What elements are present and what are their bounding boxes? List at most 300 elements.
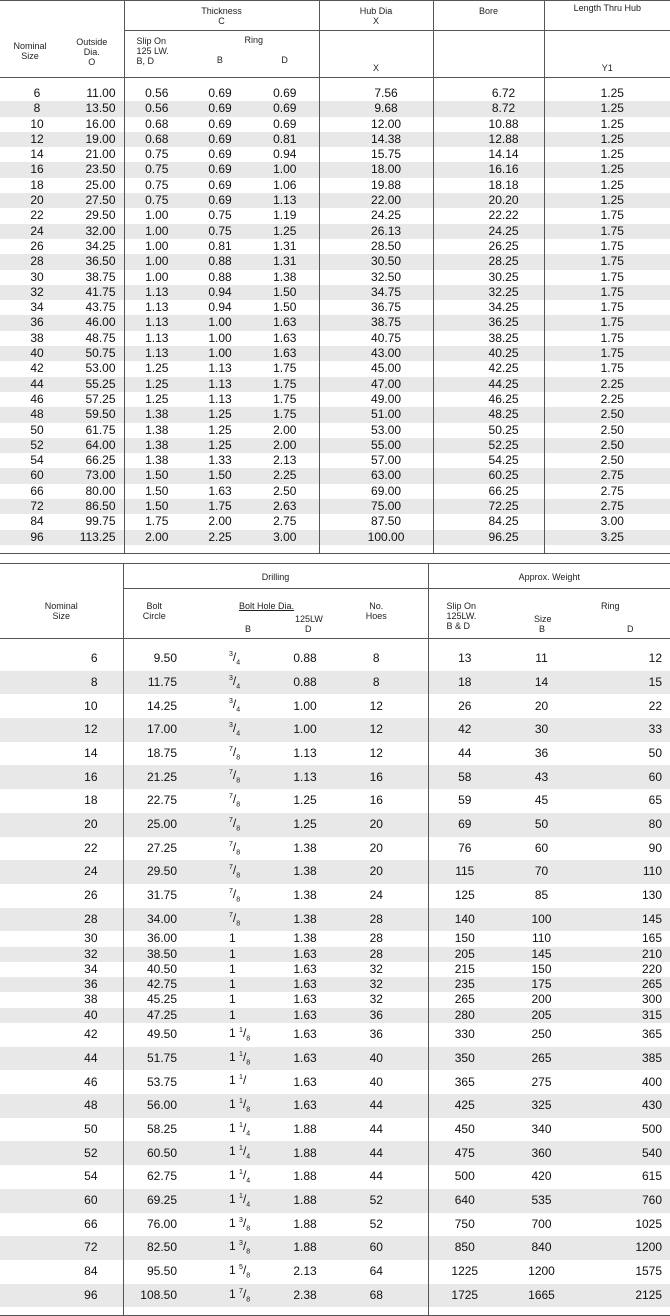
- table-cell: 22.22: [433, 208, 544, 223]
- flange-drilling-weight-table: [0, 563, 670, 1316]
- bolt-hole-numerator: 1: [239, 1169, 243, 1177]
- table-cell: 1.13: [124, 346, 189, 361]
- table-row: [0, 671, 670, 695]
- weight-slip-on-header: Slip On 125LW. B & D: [428, 589, 499, 639]
- hub-dia-header: Hub Dia X: [319, 1, 433, 31]
- table-cell: [499, 962, 574, 977]
- table-cell: [0, 1189, 123, 1213]
- table-cell: 1.38: [124, 453, 189, 468]
- table-cell: 8: [0, 101, 60, 116]
- weight-ring-d: 365: [641, 1027, 663, 1042]
- table-cell: [428, 992, 499, 1007]
- table-cell: 84: [30, 514, 44, 529]
- weight-slip-on: 59: [458, 793, 472, 808]
- table-cell: [0, 884, 123, 908]
- table-cell: [428, 837, 499, 861]
- table-cell: 1.13: [251, 193, 319, 208]
- table-cell: 1.75: [544, 208, 670, 223]
- table-cell: 84.25: [433, 514, 544, 529]
- bolt-hole-whole: 1: [229, 1007, 236, 1022]
- table-cell: 50.75: [60, 346, 124, 361]
- table-cell: 0.75: [189, 224, 251, 239]
- table-row: [0, 392, 670, 407]
- table-cell: [123, 1094, 185, 1118]
- bolt-circle: 36.00: [146, 931, 177, 946]
- bolt-hole-b-cell: $^7/_8$: [185, 765, 245, 789]
- nominal-size: 34: [84, 961, 98, 976]
- bolt-hole-b-cell: $^7/_8$: [185, 813, 245, 837]
- bolt-hole-numerator: 1: [239, 1027, 243, 1035]
- table-cell: [428, 1165, 499, 1189]
- nominal-size-header-2: Nominal Size: [0, 589, 123, 639]
- table-cell: 1.38: [124, 438, 189, 453]
- no-holes: 20: [369, 817, 383, 831]
- table-cell: 0.69: [189, 101, 251, 116]
- table-cell: 0.69: [208, 177, 232, 192]
- weight-ring-b: 60: [534, 840, 549, 855]
- table-cell: 87.50: [319, 514, 433, 529]
- weight-ring-b: 145: [531, 946, 552, 961]
- nominal-size: 10: [84, 698, 98, 713]
- table-row: [0, 423, 670, 438]
- weight-ring-d: 430: [641, 1098, 663, 1113]
- bolt-hole-b-cell: 1 $^3/_8$: [229, 1215, 251, 1232]
- bolt-hole-numerator: 5: [239, 1263, 243, 1271]
- bolt-circle: 21.25: [146, 769, 177, 784]
- bolt-hole-whole: 1: [229, 1191, 236, 1206]
- table-cell: [245, 1047, 325, 1071]
- table-cell: 29.50: [85, 208, 116, 223]
- table-cell: [428, 908, 499, 932]
- bolt-hole-whole: 1: [229, 1144, 236, 1159]
- table-cell: 75.00: [319, 499, 433, 514]
- bolt-circle: 27.25: [146, 840, 177, 855]
- table-cell: [245, 962, 325, 977]
- table-cell: [0, 947, 123, 962]
- table-cell: 113.25: [60, 530, 124, 545]
- table-cell: 1.75: [544, 239, 670, 254]
- bolt-hole-numerator: 3: [229, 722, 233, 730]
- table-cell: [574, 1213, 670, 1237]
- bolt-circle: 62.75: [146, 1169, 177, 1184]
- table-cell: [325, 1047, 428, 1071]
- bolt-circle: 47.25: [146, 1007, 177, 1022]
- nominal-size: 36: [84, 977, 98, 992]
- table-cell: 72.25: [433, 499, 544, 514]
- bolt-hole-denominator: 4: [246, 1201, 251, 1209]
- hub-x-header: X: [319, 31, 433, 78]
- bolt-hole-numerator: 3: [229, 698, 233, 706]
- nominal-size: 14: [84, 745, 98, 760]
- table-cell: [123, 1070, 185, 1094]
- table-cell: 24.25: [319, 208, 433, 223]
- table-cell: [325, 947, 428, 962]
- bolt-hole-numerator: 7: [229, 840, 233, 848]
- table-cell: 1.25: [544, 178, 670, 193]
- bolt-hole-denominator: 8: [236, 801, 241, 809]
- bolt-hole-denominator: 8: [236, 777, 241, 785]
- weight-ring-d: 80: [648, 817, 663, 831]
- table-cell: [245, 1236, 325, 1260]
- bolt-hole-b-cell: [185, 931, 245, 946]
- no-holes: 8: [372, 651, 380, 666]
- bolt-circle: 82.50: [146, 1240, 177, 1255]
- bolt-hole-denominator: 4: [246, 1153, 251, 1161]
- table-cell: 2.00: [273, 422, 297, 437]
- table-row: [0, 718, 670, 742]
- table-cell: 0.69: [208, 116, 232, 131]
- table-cell: [325, 789, 428, 813]
- bolt-hole-d: 1.63: [293, 1050, 317, 1065]
- table-cell: [499, 1070, 574, 1094]
- table-row: [0, 1070, 670, 1094]
- table-cell: [123, 789, 185, 813]
- weight-ring-b: 14: [534, 674, 549, 689]
- table-cell: [245, 1165, 325, 1189]
- bolt-hole-d: 1.88: [293, 1145, 317, 1160]
- table-row: [0, 908, 670, 932]
- table-cell: 1.50: [273, 300, 297, 315]
- bolt-hole-b-cell: $^7/_8$: [229, 886, 241, 904]
- table-cell: [428, 1118, 499, 1142]
- table-cell: 25.00: [85, 177, 116, 192]
- slip-on-header: Slip On 125 LW. B, D: [124, 31, 189, 78]
- table-cell: 1.13: [208, 391, 232, 406]
- bolt-hole-d: 1.63: [293, 977, 317, 992]
- table-cell: [325, 1094, 428, 1118]
- table-cell: [499, 992, 574, 1007]
- table-cell: [574, 1118, 670, 1142]
- table-cell: 0.94: [273, 147, 297, 162]
- bolt-hole-whole: 1: [229, 1168, 236, 1183]
- bolt-hole-denominator: 4: [236, 683, 241, 691]
- table-cell: 26.25: [433, 239, 544, 254]
- bolt-hole-whole: 1: [229, 977, 236, 992]
- table-cell: 53.00: [85, 361, 116, 376]
- table-cell: 22: [30, 208, 44, 223]
- table-cell: 38.75: [85, 269, 116, 284]
- table-cell: [574, 1284, 670, 1308]
- table-cell: 0.81: [208, 238, 232, 253]
- table-cell: [428, 860, 499, 884]
- no-holes: 12: [369, 698, 383, 713]
- weight-slip-on: 235: [454, 977, 475, 992]
- bolt-hole-d: 0.88: [293, 651, 317, 666]
- table-cell: [574, 884, 670, 908]
- bolt-hole-numerator: 3: [229, 674, 233, 682]
- no-holes: 36: [369, 1027, 383, 1042]
- table-cell: [245, 671, 325, 695]
- table-cell: [0, 1008, 123, 1023]
- table-cell: 52.25: [433, 438, 544, 453]
- bolt-hole-b-cell: 1 $^3/_8$: [185, 1236, 245, 1260]
- table-cell: 9.68: [319, 101, 433, 116]
- bolt-hole-numerator: 7: [229, 745, 233, 753]
- nominal-size: 44: [84, 1050, 98, 1065]
- weight-slip-on: 450: [454, 1121, 475, 1136]
- weight-ring-b: 700: [531, 1216, 552, 1231]
- bolt-hole-b-cell: $^3/_4$: [185, 718, 245, 742]
- weight-slip-on: 125: [454, 888, 475, 903]
- weight-ring-d: 220: [641, 961, 663, 976]
- table-cell: 1.25: [124, 377, 189, 392]
- table-cell: [428, 694, 499, 718]
- table-cell: 1.75: [273, 361, 297, 376]
- bolt-hole-denominator: 8: [246, 1106, 251, 1114]
- table-cell: 36.25: [433, 315, 544, 330]
- bolt-hole-b-cell: 1 $^5/_8$: [229, 1262, 251, 1280]
- bolt-hole-b-cell: 1 $^7/_8$: [185, 1284, 245, 1308]
- bolt-hole-b-cell: $^3/_4$: [229, 697, 241, 714]
- table-cell: [325, 884, 428, 908]
- table-cell: 19.00: [60, 132, 124, 147]
- table-cell: 1.25: [544, 101, 670, 116]
- weight-slip-on: 330: [454, 1027, 475, 1042]
- table-cell: 1.00: [124, 208, 189, 223]
- nominal-size: 50: [84, 1121, 98, 1136]
- table-cell: [574, 1165, 670, 1189]
- no-holes: 52: [369, 1193, 383, 1208]
- table-cell: [499, 1047, 574, 1071]
- nominal-size: 96: [84, 1287, 98, 1302]
- table-cell: [574, 1189, 670, 1213]
- table-row: [0, 813, 670, 837]
- bolt-hole-d: 1.38: [293, 931, 317, 946]
- nominal-size: 16: [84, 769, 98, 784]
- table-cell: 46.00: [60, 315, 124, 330]
- table-cell: 12.00: [319, 117, 433, 132]
- table-cell: 1.00: [189, 346, 251, 361]
- table-cell: [428, 1141, 499, 1165]
- table-cell: [499, 647, 574, 671]
- table-cell: 44.25: [433, 377, 544, 392]
- table-row: [0, 438, 670, 453]
- bolt-hole-d: 1.88: [293, 1216, 317, 1231]
- weight-ring-d: 1575: [635, 1264, 663, 1279]
- table-cell: 50: [30, 422, 44, 437]
- nominal-size: 24: [84, 864, 98, 879]
- table-cell: 1.50: [124, 468, 189, 483]
- table-cell: 34.25: [433, 300, 544, 315]
- bolt-hole-b-cell: [185, 977, 245, 992]
- table-row: [0, 1094, 670, 1118]
- table-cell: [574, 813, 670, 837]
- bolt-hole-b-cell: $^7/_8$: [229, 792, 241, 809]
- bolt-circle: 40.50: [146, 961, 177, 976]
- table-row: [0, 530, 670, 545]
- table-cell: 44: [0, 377, 60, 392]
- table-cell: 0.81: [251, 132, 319, 147]
- table-cell: 34.75: [319, 285, 433, 300]
- table-cell: [245, 1260, 325, 1284]
- table-cell: 1.75: [544, 224, 670, 239]
- table-cell: [499, 718, 574, 742]
- table-cell: 1.75: [544, 361, 670, 376]
- bolt-hole-denominator: 4: [246, 1177, 251, 1185]
- table-cell: [574, 860, 670, 884]
- weight-ring-d: 615: [641, 1169, 663, 1184]
- table-cell: [428, 1213, 499, 1237]
- table-row: [0, 361, 670, 376]
- weight-ring-d: 315: [641, 1007, 663, 1022]
- table-cell: [574, 718, 670, 742]
- table-cell: 27.50: [60, 193, 124, 208]
- no-holes: 44: [369, 1121, 383, 1136]
- table-cell: 36.50: [60, 254, 124, 269]
- nominal-size: 32: [84, 946, 98, 961]
- no-holes: 28: [369, 931, 383, 946]
- nominal-size: 20: [84, 817, 98, 831]
- table-cell: [325, 1118, 428, 1142]
- bolt-hole-d: 1.88: [293, 1121, 317, 1136]
- no-holes: 28: [369, 911, 383, 926]
- table-cell: 2.63: [251, 499, 319, 514]
- table-cell: [245, 718, 325, 742]
- bolt-hole-d: 1.38: [293, 888, 317, 903]
- table-cell: [574, 742, 670, 766]
- table-cell: [245, 992, 325, 1007]
- table-cell: 0.88: [189, 254, 251, 269]
- no-holes: 40: [369, 1074, 383, 1089]
- nominal-size-header: Nominal Size: [0, 31, 60, 78]
- table-cell: [0, 1213, 123, 1237]
- bolt-hole-numerator: 3: [239, 1216, 243, 1224]
- table-cell: 24.25: [433, 224, 544, 239]
- table-cell: [0, 977, 123, 992]
- table-cell: [0, 1094, 123, 1118]
- weight-ring-b: 1665: [528, 1287, 555, 1302]
- bolt-hole-denominator: 8: [236, 919, 241, 927]
- table-cell: [123, 1236, 185, 1260]
- table-cell: [245, 977, 325, 992]
- table-cell: [574, 1047, 670, 1071]
- table-cell: [123, 765, 185, 789]
- table-cell: 1.00: [124, 270, 189, 285]
- weight-ring-b: 840: [531, 1240, 552, 1255]
- table-row: [0, 1236, 670, 1260]
- bolt-circle: 11.75: [147, 674, 177, 689]
- table-cell: [499, 1094, 574, 1118]
- table-cell: 1.25: [189, 438, 251, 453]
- weight-ring-d: 540: [641, 1145, 663, 1160]
- table-cell: 23.50: [60, 162, 124, 177]
- table-cell: 100.00: [319, 530, 433, 545]
- table-cell: 2.50: [544, 423, 670, 438]
- table-cell: [574, 947, 670, 962]
- nominal-size: 18: [84, 793, 98, 808]
- bolt-hole-denominator: 4: [246, 1130, 251, 1138]
- table-cell: [123, 962, 185, 977]
- weight-slip-on: 265: [454, 992, 475, 1007]
- table-cell: 45.00: [319, 361, 433, 376]
- table-cell: 2.75: [544, 499, 670, 514]
- bolt-hole-d: 1.00: [293, 722, 317, 737]
- table-cell: [325, 860, 428, 884]
- table-cell: 1.25: [124, 392, 189, 407]
- table-cell: 0.69: [251, 101, 319, 116]
- weight-ring-b: 36: [534, 745, 549, 760]
- bolt-hole-denominator: 8: [246, 1224, 251, 1232]
- table-row: [0, 1165, 670, 1189]
- weight-slip-on: 205: [454, 946, 475, 961]
- table-row: [0, 117, 670, 132]
- bolt-hole-whole: 1: [229, 1073, 236, 1088]
- weight-ring-d: 22: [648, 698, 663, 713]
- weight-ring-b: 275: [531, 1074, 552, 1089]
- weight-ring-b: 420: [531, 1169, 552, 1184]
- no-holes: 36: [369, 1007, 383, 1022]
- table-cell: 2.75: [544, 484, 670, 499]
- table-cell: [499, 837, 574, 861]
- bolt-circle: 25.00: [146, 817, 177, 831]
- bolt-hole-b-cell: 1 $^1/_8$: [229, 1026, 251, 1043]
- bolt-circle: 17.00: [146, 722, 177, 737]
- weight-ring-b: 265: [531, 1050, 552, 1065]
- table-row: [0, 270, 670, 285]
- table-cell: [574, 765, 670, 789]
- table-cell: 38.25: [433, 331, 544, 346]
- table-cell: 66: [30, 483, 44, 498]
- table-cell: [428, 765, 499, 789]
- table-cell: [123, 1141, 185, 1165]
- table-cell: [0, 742, 123, 766]
- table-cell: [499, 1008, 574, 1023]
- table-cell: 16.00: [85, 116, 116, 131]
- table-row: [0, 837, 670, 861]
- table-cell: 1.00: [208, 330, 232, 345]
- bolt-circle: 51.75: [146, 1050, 177, 1065]
- nominal-size: 46: [84, 1074, 98, 1089]
- table-row: [0, 514, 670, 529]
- table-row: [0, 208, 670, 223]
- weight-ring-d: 210: [641, 946, 663, 961]
- no-holes: 44: [369, 1169, 383, 1184]
- table-cell: 1.00: [251, 162, 319, 177]
- bolt-circle: 18.75: [146, 745, 177, 760]
- bolt-circle: 53.75: [146, 1074, 177, 1089]
- table-cell: 1.75: [544, 254, 670, 269]
- table-cell: [428, 947, 499, 962]
- table-cell: 0.69: [273, 116, 297, 131]
- table-cell: [0, 1284, 123, 1308]
- nominal-size: 22: [84, 840, 98, 855]
- table-cell: [428, 1047, 499, 1071]
- bolt-hole-numerator: 7: [239, 1287, 243, 1295]
- table-cell: [499, 931, 574, 946]
- table-cell: 47.00: [319, 377, 433, 392]
- table-row: [0, 977, 670, 992]
- table-row: [0, 300, 670, 315]
- weight-slip-on: 13: [458, 651, 472, 666]
- table-cell: [123, 1047, 185, 1071]
- table-cell: 73.00: [60, 468, 124, 483]
- weight-ring-d: 1025: [635, 1216, 663, 1231]
- table-cell: [0, 931, 123, 946]
- table-cell: [499, 1260, 574, 1284]
- flange-dimensions-table: [0, 0, 670, 554]
- table-cell: [245, 1189, 325, 1213]
- outside-dia-header: Outside Dia. O: [60, 31, 124, 78]
- table-cell: [245, 931, 325, 946]
- weight-ring-b: 340: [531, 1121, 552, 1136]
- table-cell: [123, 884, 185, 908]
- table-cell: 34: [30, 300, 44, 315]
- bolt-hole-whole: 1: [229, 1215, 236, 1230]
- table-cell: [0, 1236, 123, 1260]
- table-cell: [574, 962, 670, 977]
- table-cell: [325, 962, 428, 977]
- table-cell: 0.69: [189, 162, 251, 177]
